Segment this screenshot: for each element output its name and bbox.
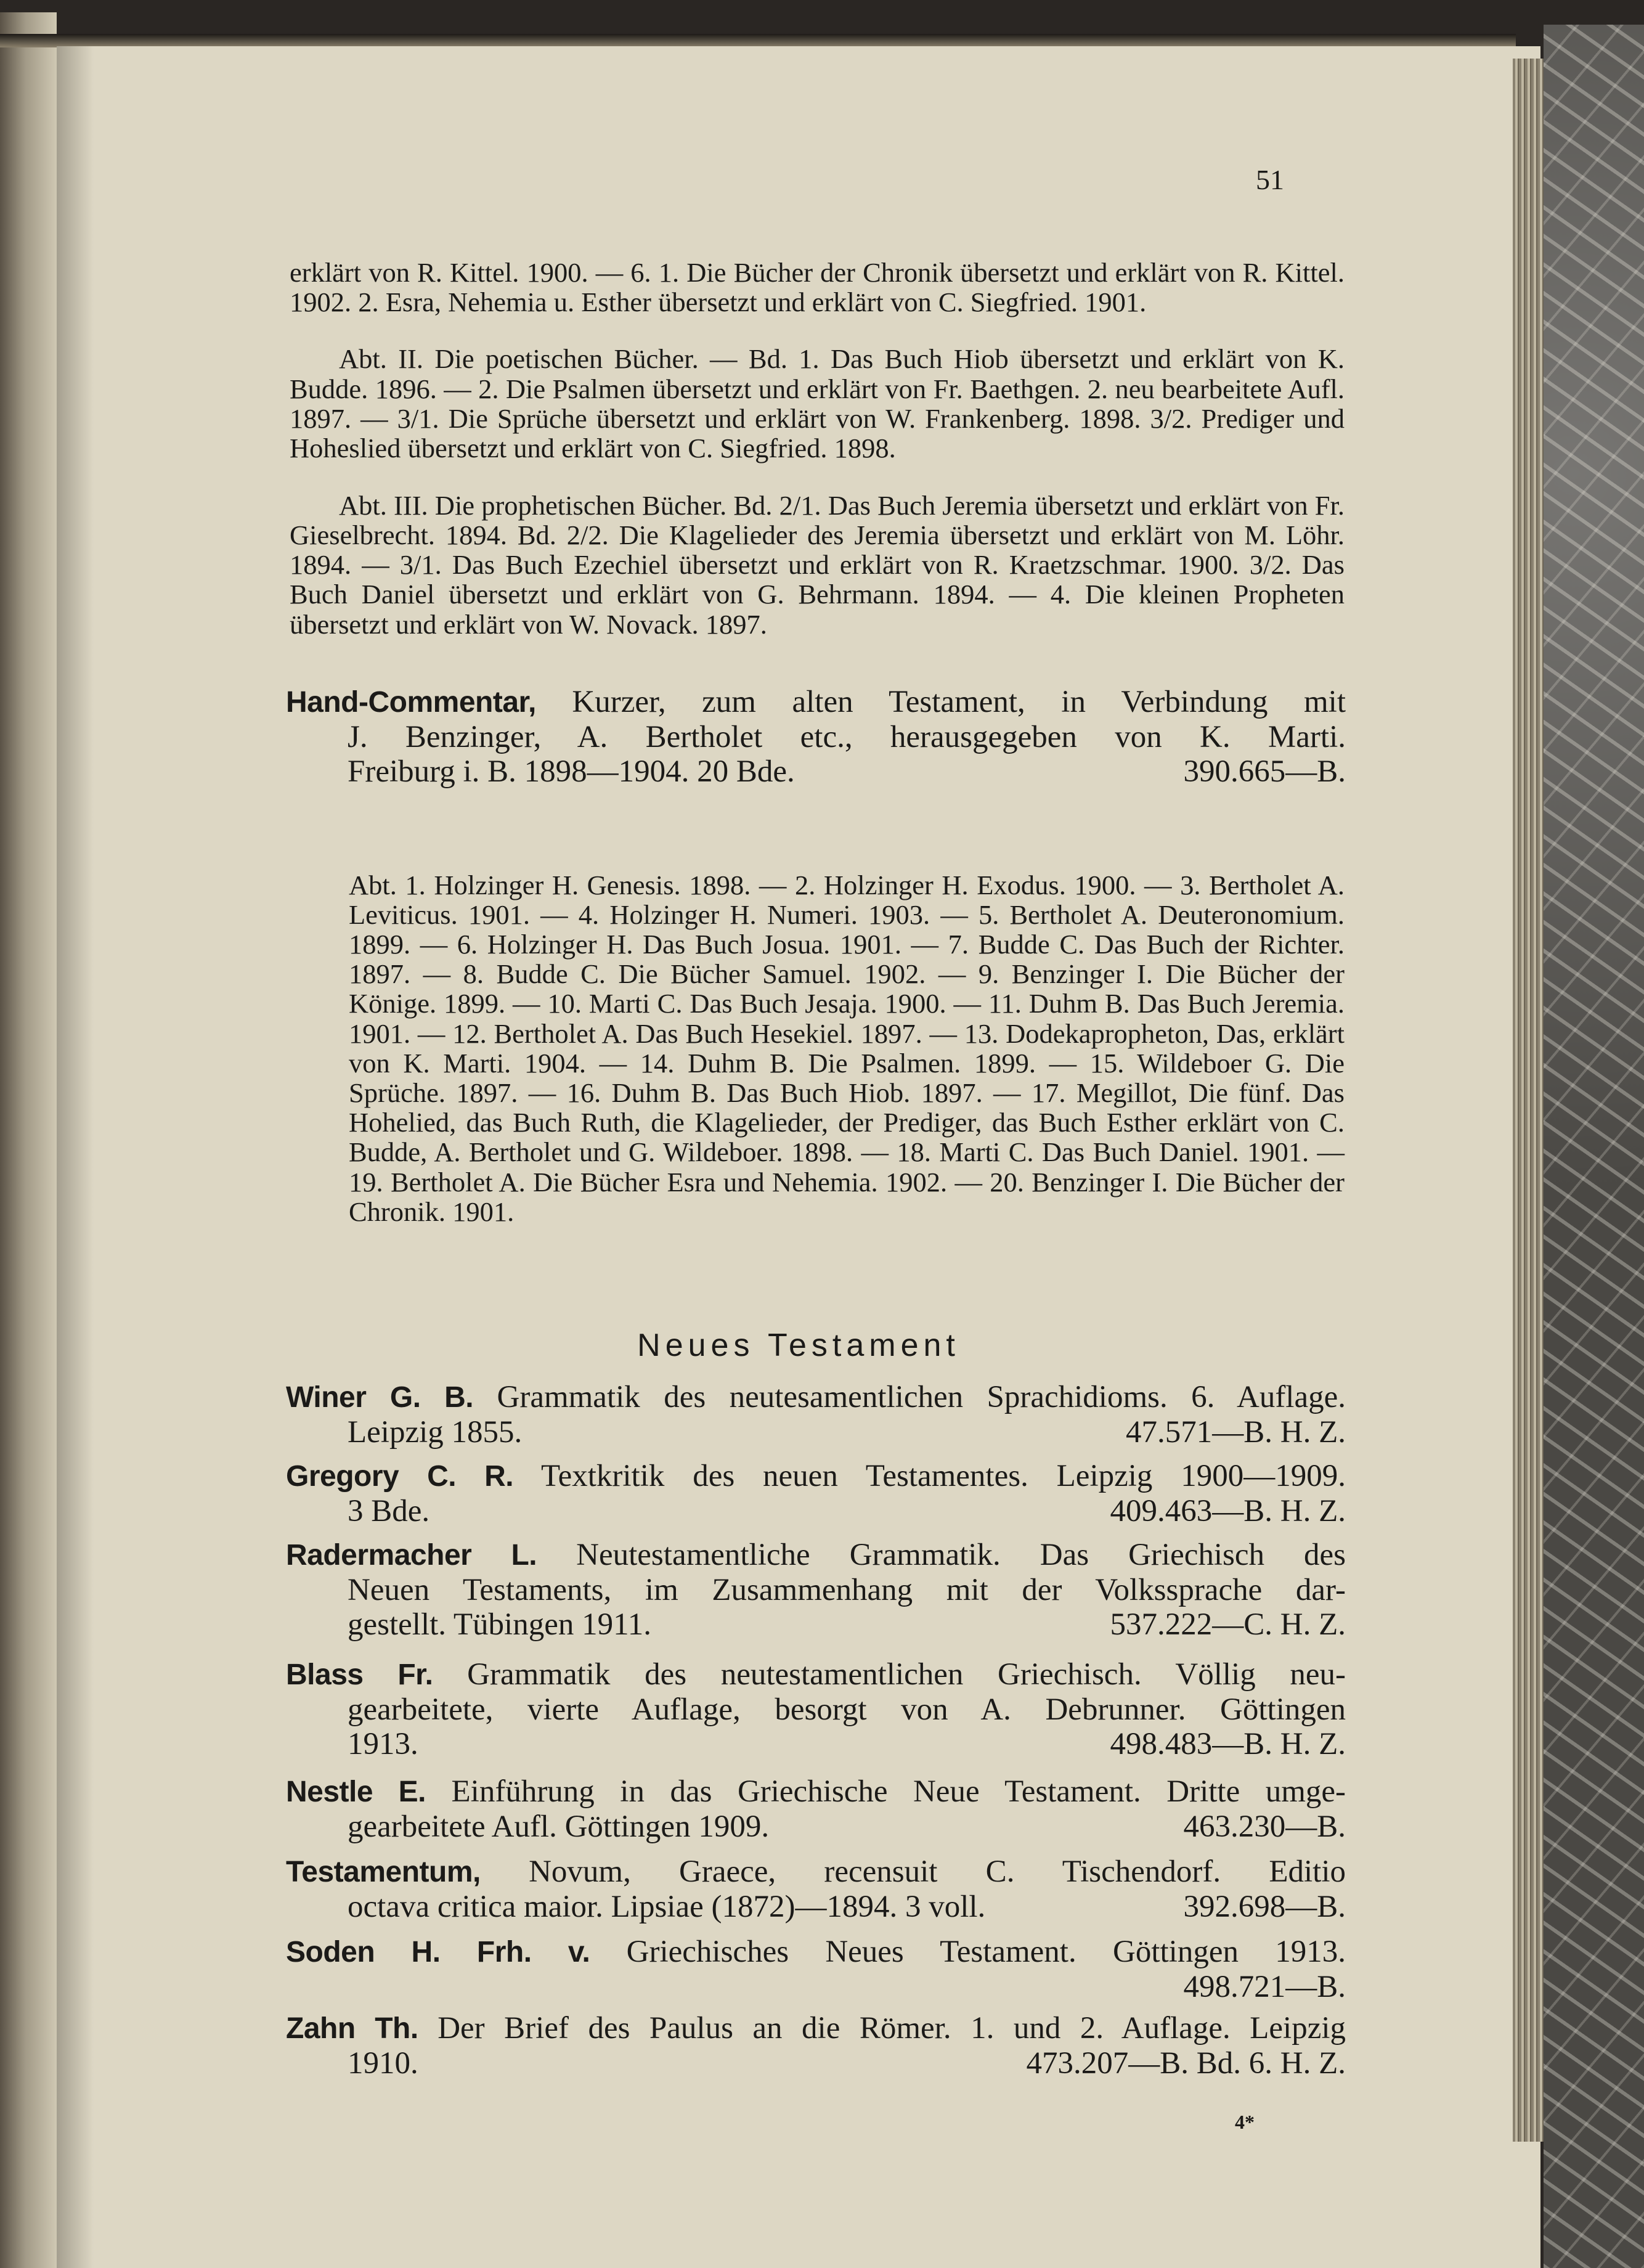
bibliography-entry	[286, 1657, 1346, 1761]
facing-page-edge	[0, 12, 57, 2268]
entry-middle-line: Neuen Testaments, im Zusammenhang mit der Volkssprache dar-	[348, 1573, 1346, 1607]
entry-last-text: 1910.	[348, 2046, 418, 2081]
entry-last-text: gestellt. Tübingen 1911.	[348, 1607, 651, 1642]
signature-mark: 4*	[1235, 2111, 1255, 2133]
entry-head: Gregory C. R.	[286, 1460, 514, 1493]
entry-line-1: Grammatik des neutestamentlichen Griechisch. Völlig neu-	[467, 1657, 1346, 1692]
continuation-paragraph-3: Abt. III. Die prophetischen Bücher. Bd. 2/1. Das Buch Jeremia übersetzt und erklärt von Fr. Gieselbrecht. 1894. Bd. 2/2. Die Klagelieder des Jeremia übersetzt und erklärt von M. Löhr. 1894. — 3/1. Das Buch Ezechiel übersetzt und erklärt von R. Kraetzschmar. 1900. 3/2. Das Buch Daniel übersetzt und erklärt von G. Behrmann. 1894. — 4. Die kleinen Propheten übersetzt und erklärt von W. Novack. 1897.	[290, 489, 1345, 640]
entry-last-line	[286, 1415, 1346, 1450]
continuation-paragraph-1: erklärt von R. Kittel. 1900. — 6. 1. Die Bücher der Chronik übersetzt und erklärt von R. Kittel. 1902. 2. Esra, Nehemia u. Esther übersetzt und erklärt von C. Siegfried. 1901.	[290, 256, 1345, 317]
entry-line-1: Grammatik des neutesamentlichen Sprachidioms. 6. Auflage.	[497, 1380, 1346, 1414]
entry-line-1: Einführung in das Griechische Neue Testament. Dritte umge-	[451, 1774, 1346, 1809]
entry-head: Winer G. B.	[286, 1381, 474, 1414]
book-binding	[1513, 59, 1544, 2142]
entry-last-text: 1913.	[348, 1727, 418, 1761]
bibliography-entry	[286, 1774, 1346, 1844]
bibliography-entry	[286, 1538, 1346, 1642]
entry-first-line	[286, 1380, 1346, 1415]
page-top-shadow	[0, 34, 1516, 47]
shelfmark: 473.207—B. Bd. 6. H. Z.	[1026, 2046, 1346, 2081]
entry-last-line	[286, 2046, 1346, 2081]
entry-line-3: Freiburg i. B. 1898—1904. 20 Bde.	[348, 754, 795, 789]
entry-last-line	[286, 1890, 1346, 1924]
bibliography-entry	[286, 2011, 1346, 2081]
hand-commentar-contents	[349, 842, 1345, 1254]
bibliography-entry	[286, 1459, 1346, 1528]
entry-last-line	[286, 1607, 1346, 1642]
entry-first-line	[286, 685, 1346, 720]
entry-line-1: Der Brief des Paulus an die Römer. 1. und 2. Auflage. Leipzig	[437, 2011, 1346, 2046]
bibliography-entry	[286, 1380, 1346, 1450]
entry-last-line	[286, 1727, 1346, 1761]
entry-head: Hand-Commentar,	[286, 686, 536, 719]
entry-line-1: Kurzer, zum alten Testament, in Verbindung mit	[572, 685, 1346, 719]
entry-head: Soden H. Frh. v.	[286, 1936, 590, 1968]
entry-last-line	[286, 754, 1346, 789]
shelfmark: 409.463—B. H. Z.	[1110, 1494, 1346, 1528]
entry-first-line	[286, 1538, 1346, 1573]
page-number: 51	[1256, 164, 1284, 195]
entry-middle-line: gearbeitete, vierte Auflage, besorgt von A. Debrunner. Göttingen	[348, 1692, 1346, 1727]
entry-last-text: 3 Bde.	[348, 1494, 430, 1528]
shelfmark: 47.571—B. H. Z.	[1126, 1415, 1346, 1450]
marbled-endpaper	[1544, 25, 1644, 2268]
section-title: Neues Testament	[637, 1328, 960, 1363]
entry-line-1: Novum, Graece, recensuit C. Tischendorf. Editio	[529, 1854, 1346, 1889]
continuation-text	[290, 230, 1345, 666]
entry-line-1: Textkritik des neuen Testamentes. Leipzig 1900—1909.	[541, 1459, 1346, 1493]
entry-last-text: octava critica maior. Lipsiae (1872)—1894. 3 voll.	[348, 1890, 986, 1924]
entry-line-1: Neutestamentliche Grammatik. Das Griechisch des	[576, 1538, 1346, 1572]
bibliography-entry	[286, 1935, 1346, 2004]
shelfmark: 537.222—C. H. Z.	[1110, 1607, 1346, 1642]
shelfmark: 390.665—B.	[1183, 754, 1346, 789]
entry-first-line	[286, 1657, 1346, 1692]
entry-last-text: gearbeitete Aufl. Göttingen 1909.	[348, 1809, 770, 1844]
entry-last-line	[286, 1494, 1346, 1528]
entry-line-2: J. Benzinger, A. Bertholet etc., herausgegeben von K. Marti.	[348, 720, 1346, 754]
continuation-paragraph-2: Abt. II. Die poetischen Bücher. — Bd. 1. Das Buch Hiob übersetzt und erklärt von K. Budde. 1896. — 2. Die Psalmen übersetzt und erklärt von Fr. Baethgen. 2. neu bearbeitete Aufl. 1897. — 3/1. Die Sprüche übersetzt und erklärt von W. Frankenberg. 1898. 3/2. Prediger und Hoheslied übersetzt und erklärt von C. Siegfried. 1898.	[290, 343, 1345, 464]
bibliography-entry	[286, 1854, 1346, 1924]
book-page	[57, 46, 1540, 2268]
entry-head: Zahn Th.	[286, 2012, 418, 2045]
entry-first-line	[286, 2011, 1346, 2046]
entry-last-line	[286, 1809, 1346, 1844]
entry-head: Testamentum,	[286, 1856, 481, 1888]
entry-head: Nestle E.	[286, 1776, 426, 1808]
entry-head: Blass Fr.	[286, 1658, 433, 1691]
entry-line-1: Griechisches Neues Testament. Göttingen 1913.	[626, 1935, 1346, 1969]
entry-last-text: Leipzig 1855.	[348, 1415, 523, 1450]
shelfmark: 498.721—B.	[1183, 1970, 1346, 2004]
shelfmark: 392.698—B.	[1183, 1890, 1346, 1924]
entry-head: Radermacher L.	[286, 1539, 537, 1572]
shelfmark: 463.230—B.	[1183, 1809, 1346, 1844]
entry-hand-commentar	[286, 685, 1346, 789]
contents-paragraph: Abt. 1. Holzinger H. Genesis. 1898. — 2. Holzinger H. Exodus. 1900. — 3. Bertholet A. Leviticus. 1901. — 4. Holzinger H. Numeri. 1903. — 5. Bertholet A. Deuteronomium. 1899. — 6. Holzinger H. Das Buch Josua. 1901. — 7. Budde C. Das Buch der Richter. 1897. — 8. Budde C. Die Bücher Samuel. 1902. — 9. Benzinger I. Die Bücher der Könige. 1899. — 10. Marti C. Das Buch Jesaja. 1900. — 11. Duhm B. Das Buch Jeremia. 1901. — 12. Bertholet A. Das Buch Hesekiel. 1897. — 13. Dodekapropheton, Das, erklärt von K. Marti. 1904. — 14. Duhm B. Die Psalmen. 1899. — 15. Wildeboer G. Die Sprüche. 1897. — 16. Duhm B. Das Buch Hiob. 1897. — 17. Megillot, Die fünf. Das Hohelied, das Buch Ruth, die Klagelieder, der Prediger, das Buch Esther erklärt von C. Budde, A. Bertholet und G. Wildeboer. 1898. — 18. Marti C. Das Buch Daniel. 1901. — 19. Bertholet A. Die Bücher Esra und Nehemia. 1902. — 20. Benzinger I. Die Bücher der Chronik. 1901.	[349, 869, 1345, 1227]
entry-first-line	[286, 1774, 1346, 1809]
entry-first-line	[286, 1459, 1346, 1494]
entry-first-line	[286, 1854, 1346, 1890]
shelfmark: 498.483—B. H. Z.	[1110, 1727, 1346, 1761]
entry-last-line	[286, 1970, 1346, 2004]
entry-first-line	[286, 1935, 1346, 1970]
